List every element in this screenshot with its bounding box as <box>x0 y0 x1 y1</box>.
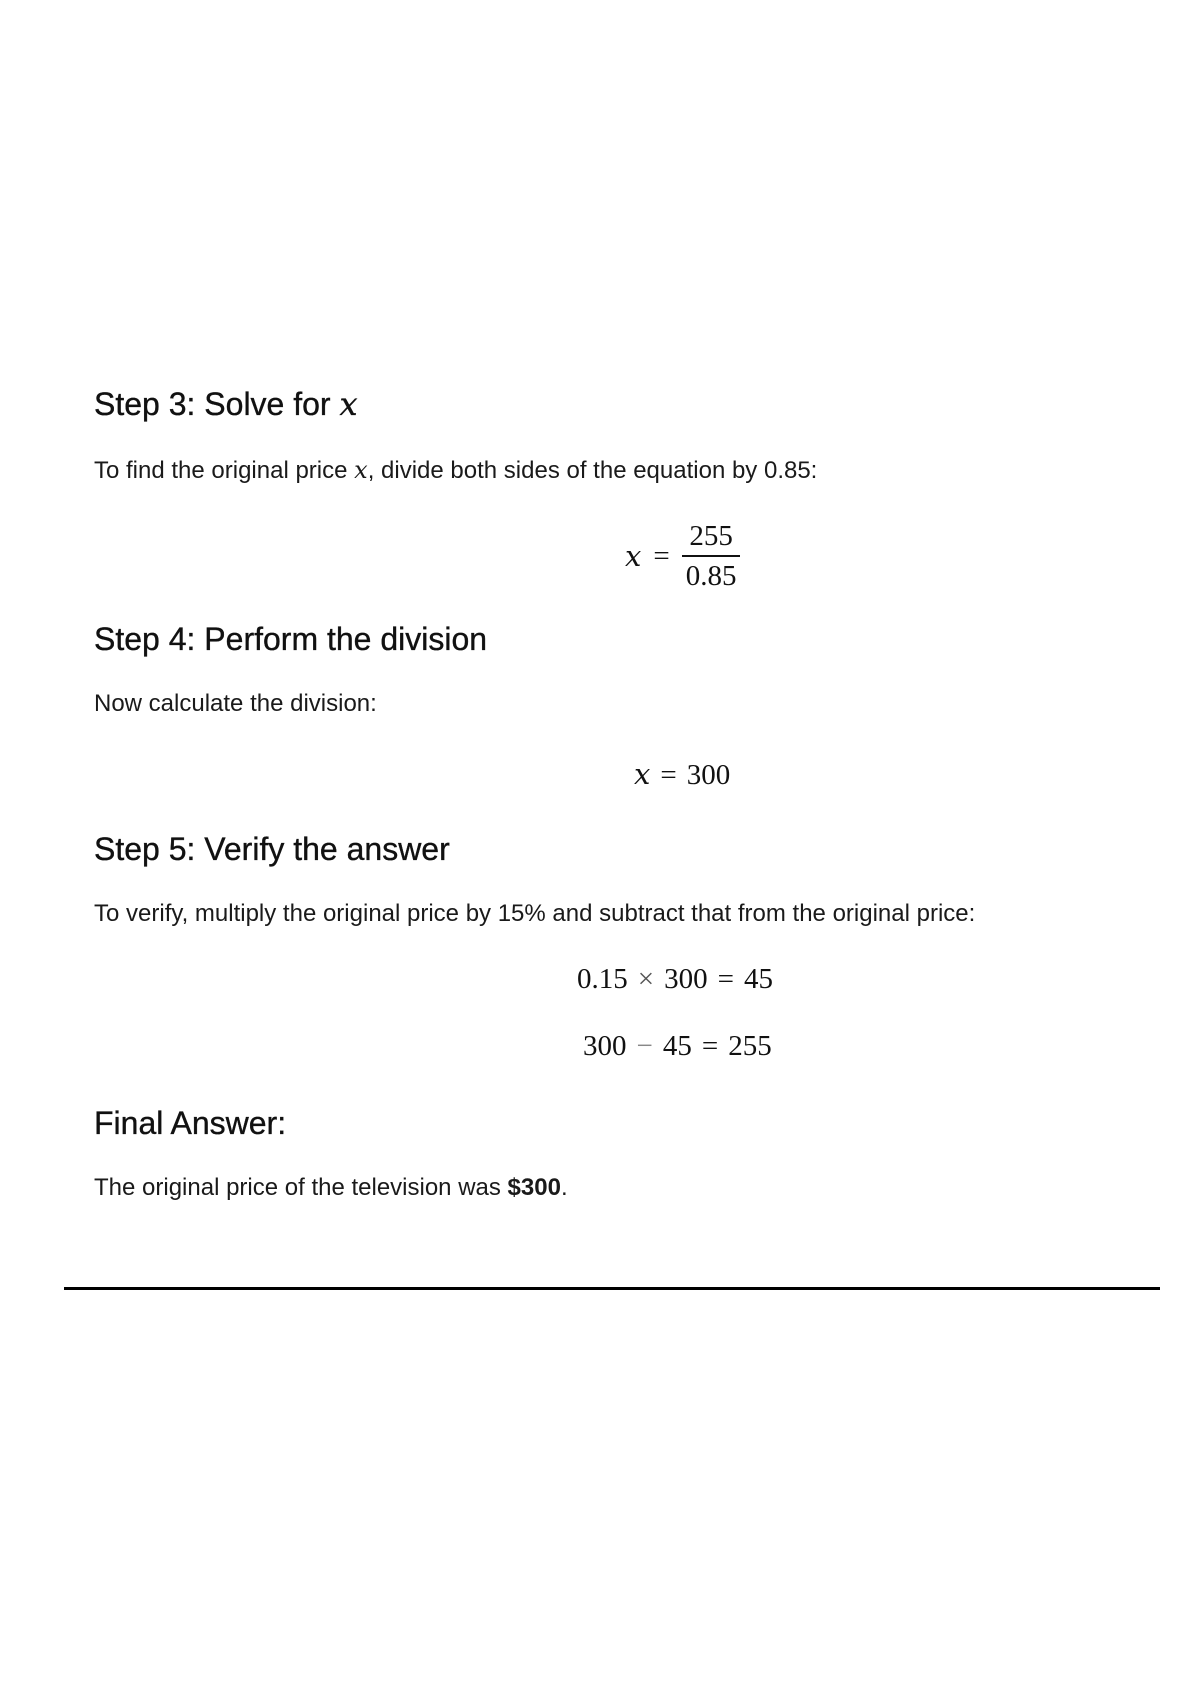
final-answer-value: $300 <box>507 1174 561 1201</box>
step4-equation <box>634 757 730 792</box>
eq2-a: 300 <box>583 1030 627 1062</box>
step3-heading <box>94 385 358 423</box>
step4-eq-lhs: x <box>634 757 651 791</box>
step3-text-var: x <box>354 456 368 484</box>
fraction-denominator: 0.85 <box>682 555 741 591</box>
eq2-minus-sign: − <box>636 1030 653 1062</box>
eq2-result: 255 <box>728 1030 772 1062</box>
step4-heading: Step 4: Perform the division <box>94 621 488 657</box>
step4-eq-sign: = <box>660 759 677 791</box>
step3-eq-sign: = <box>653 539 670 572</box>
step3-heading-var: x <box>339 385 358 423</box>
step3-fraction <box>682 521 741 591</box>
final-text-before: The original price of the television was <box>94 1174 508 1201</box>
eq2-equals-sign: = <box>701 1030 719 1062</box>
eq1-times-sign: × <box>637 963 655 995</box>
eq1-a: 0.15 <box>577 963 628 995</box>
step5-equation-1 <box>577 963 773 996</box>
final-answer-paragraph <box>94 1174 568 1202</box>
step3-equation <box>625 519 740 593</box>
eq1-b: 300 <box>664 963 708 995</box>
step5-paragraph: To verify, multiply the original price by 15% and subtract that from the original price: <box>94 900 976 927</box>
final-answer-heading: Final Answer: <box>94 1105 287 1141</box>
step5-heading: Step 5: Verify the answer <box>94 831 450 867</box>
step3-eq-lhs: x <box>625 539 642 573</box>
step4-paragraph: Now calculate the division: <box>94 690 377 717</box>
step3-paragraph <box>94 456 817 485</box>
step3-text-before: To find the original price <box>94 457 355 484</box>
final-text-after: . <box>560 1174 568 1201</box>
step5-equation-2 <box>583 1030 772 1063</box>
eq2-b: 45 <box>662 1030 692 1062</box>
fraction-numerator: 255 <box>689 520 733 552</box>
eq1-equals-sign: = <box>717 963 734 995</box>
horizontal-rule <box>64 1287 1160 1290</box>
step3-heading-text: Step 3: Solve for <box>94 386 340 422</box>
step3-text-after: , divide both sides of the equation by 0.85: <box>367 457 818 484</box>
eq1-result: 45 <box>743 963 773 995</box>
step4-eq-rhs: 300 <box>686 759 731 791</box>
